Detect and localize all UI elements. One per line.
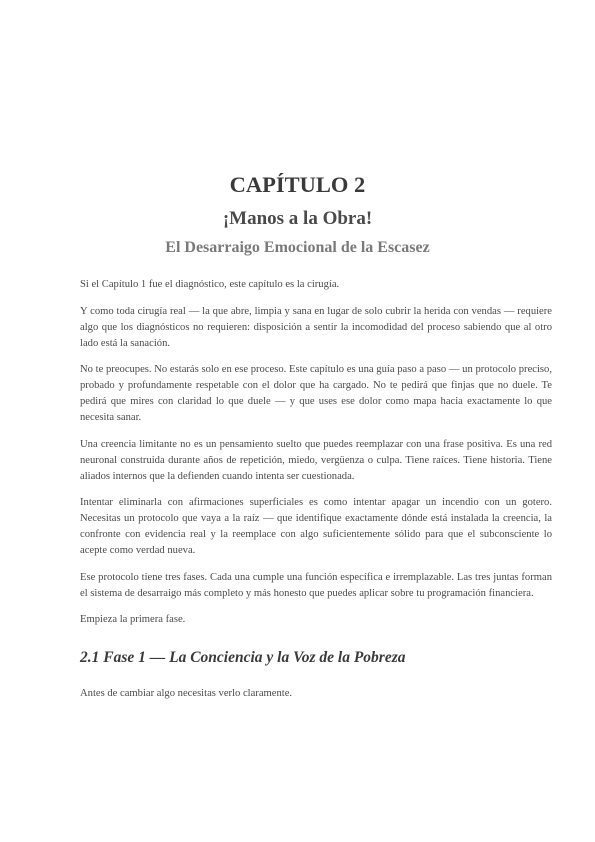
chapter-number: CAPÍTULO 2 <box>229 172 366 197</box>
chapter-title: ¡Manos a la Obra! <box>222 208 373 229</box>
paragraph: Antes de cambiar algo necesitas verlo claramente. <box>80 688 293 699</box>
paragraph: Una creencia limitante no es un pensamiento suelto que puedes reemplazar con una frase positiva. Es una red neuronal construida durante años de repetición, miedo, vergüenza o culpa. Tiene raíces. Tiene historia. Tiene aliados internos que la defienden cuando intenta ser cuestionada. <box>80 438 552 482</box>
chapter-body <box>80 277 552 713</box>
paragraph: Intentar eliminarla con afirmaciones superficiales es como intentar apagar un incendio con un gotero. Necesitas un protocolo que vaya a la raíz — que identifique exactamente dónde está instalada la creencia, la confronte con evidencia real y la reemplace con algo suficientemente sólido para que el subconsciente lo acepte como verdad nueva. <box>80 497 552 556</box>
paragraph: No te preocupes. No estarás solo en ese proceso. Este capítulo es una guía paso a paso — un protocolo preciso, probado y profundamente respetable con el dolor que ha cargado. No te pedirá que finjas que no duele. Te pedirá que mires con claridad lo que duele — y que uses ese dolor como mapa hacia exactamente lo que necesita sanar. <box>80 364 552 423</box>
chapter-subtitle: El Desarraigo Emocional de la Escasez <box>165 239 430 256</box>
paragraph: Si el Capítulo 1 fue el diagnóstico, este capítulo es la cirugía. <box>80 279 340 290</box>
paragraph: Y como toda cirugía real — la que abre, limpia y sana en lugar de solo cubrir la herida con vendas — requiere algo que los diagnósticos no requieren: disposición a sentir la incomodidad del proceso sabiendo que al otro lado está la sanación. <box>80 305 552 349</box>
paragraph: Ese protocolo tiene tres fases. Cada una cumple una función específica e irremplazable. Las tres juntas forman el sistema de desarraigo más completo y más honesto que puedes aplicar sobre tu programación financiera. <box>80 571 552 599</box>
chapter-header <box>0 171 595 258</box>
paragraph: Empieza la primera fase. <box>80 614 186 625</box>
section-heading: 2.1 Fase 1 — La Conciencia y la Voz de la Pobreza <box>80 649 406 666</box>
